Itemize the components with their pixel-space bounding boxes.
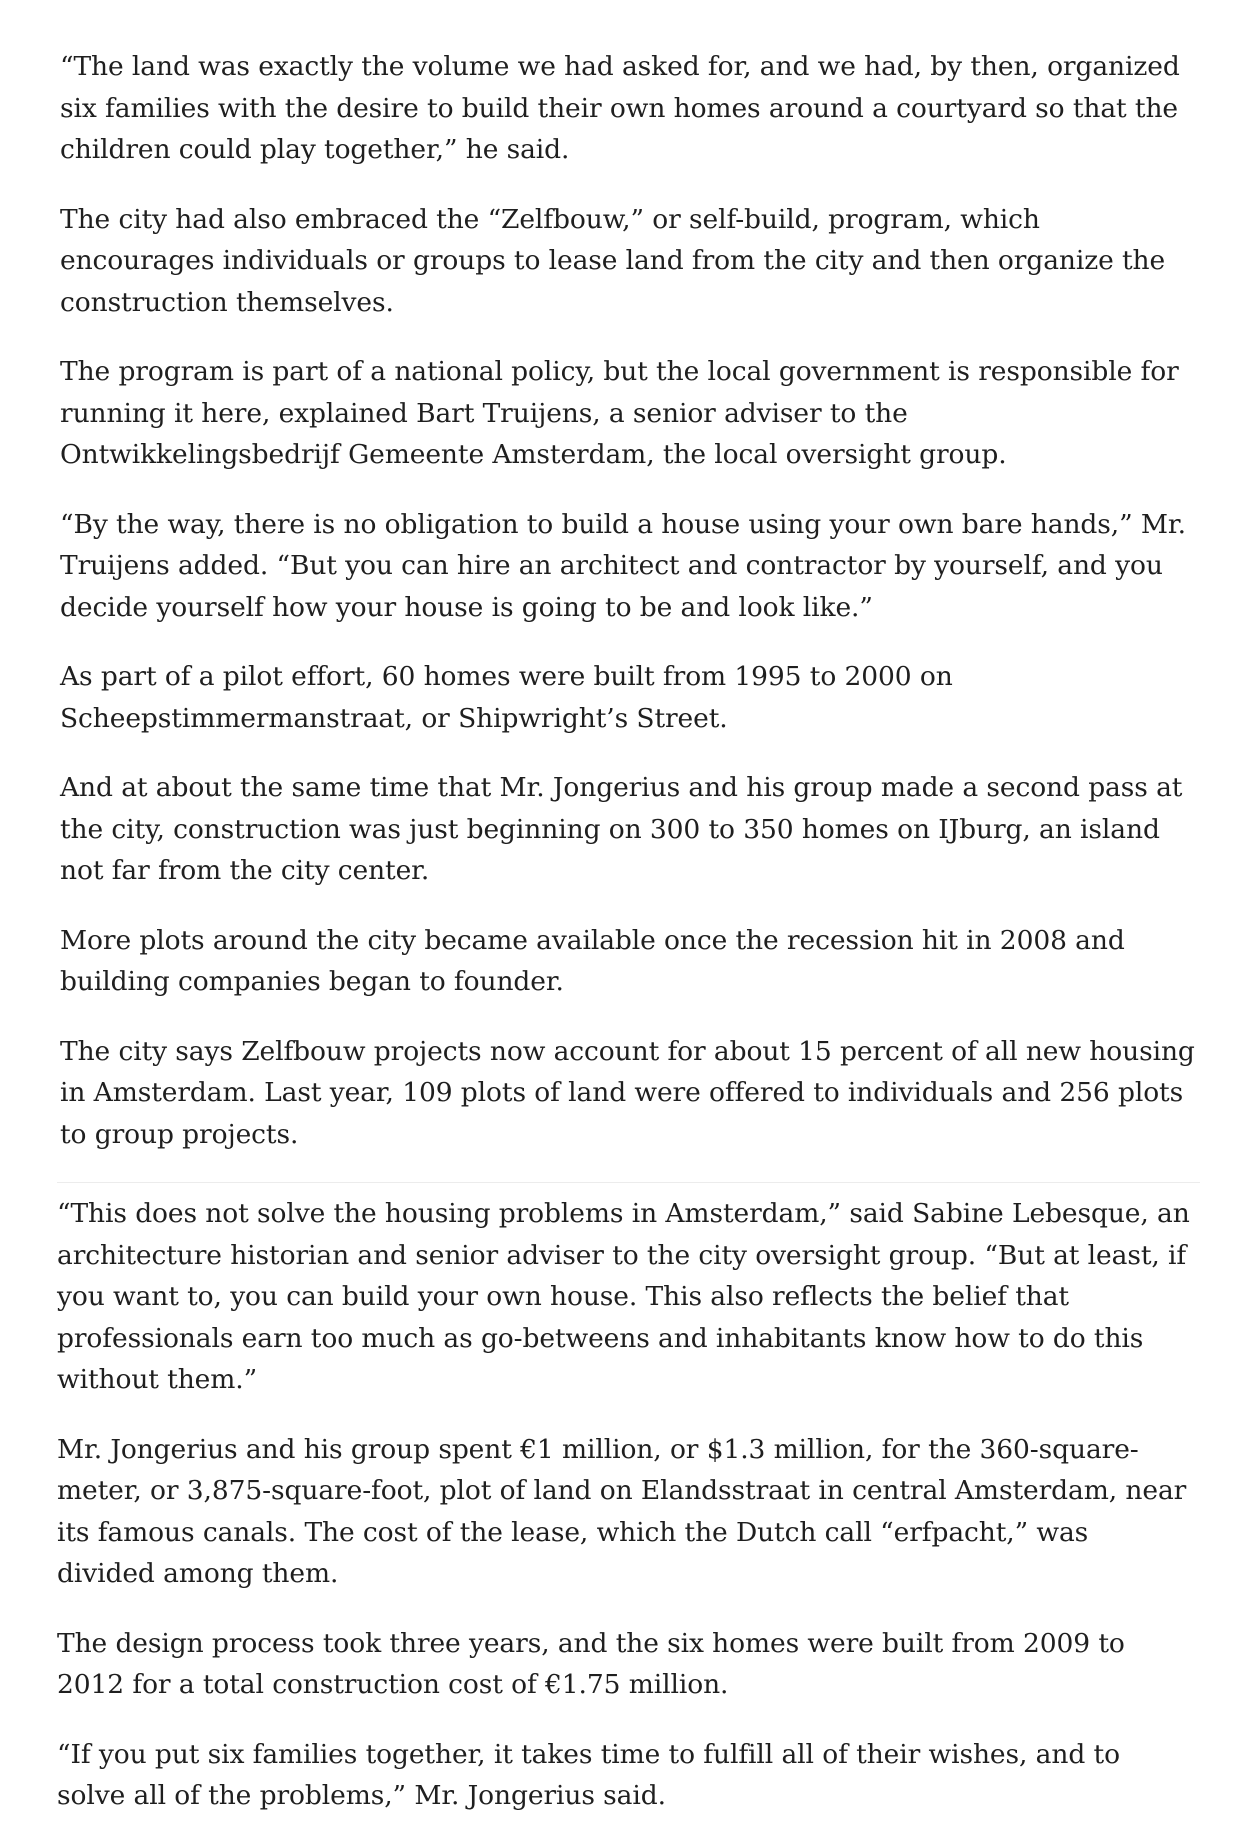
paragraph-lebesque-quote: “This does not solve the housing problems in Amsterdam,” said Sabine Lebesque, an architecture historian and senior adviser to the city oversight group. “But at least, if you want to, you can build your own house. This also reflects the belief that professionals earn too much as go-betweens and inhabitants know how to do this without them.”: [57, 1198, 1190, 1395]
paragraph-housing-share: The city says Zelfbouw projects now account for about 15 percent of all new housing in Amsterdam. Last year, 109 plots of land were offered to individuals and 256 plots to group projects.: [60, 1035, 1195, 1150]
paragraph-zelfbouw-program: The city had also embraced the “Zelfbouw,” or self-build, program, which encourages individuals or groups to lease land from the city and then organize the construction themselves.: [60, 203, 1166, 318]
paragraph-pilot-effort: As part of a pilot effort, 60 homes were built from 1995 to 2000 on Scheepstimmermanstraat, or Shipwright’s Street.: [60, 661, 953, 734]
paragraph-jongerius-quote: “If you put six families together, it takes time to fulfill all of their wishes, and to solve all of the problems,” Mr. Jongerius said.: [57, 1738, 1120, 1811]
paragraph-design-process: The design process took three years, and the six homes were built from 2009 to 2012 for a total construction cost of €1.75 million.: [57, 1627, 1125, 1700]
paragraph-recession: More plots around the city became available once the recession hit in 2008 and building companies began to founder.: [60, 924, 1125, 997]
paragraph-national-policy: The program is part of a national policy, but the local government is responsible for running it here, explained Bart Truijens, a senior adviser to the Ontwikkelingsbedrijf Gemeente Amsterdam, the local oversight group.: [60, 356, 1179, 470]
section-divider: [57, 1182, 1200, 1183]
paragraph-plot-cost: Mr. Jongerius and his group spent €1 million, or $1.3 million, for the 360-square-meter, or 3,875-square-foot, plot of land on Elandsstraat in central Amsterdam, near its famous canals. The cost of the lease, which the Dutch call “erfpacht,” was divided among them.: [57, 1433, 1187, 1589]
article-section-top: [60, 46, 1195, 1183]
paragraph-courtyard-quote: “The land was exactly the volume we had asked for, and we had, by then, organized six families with the desire to build their own homes around a courtyard so that the children could play together,” he said.: [60, 51, 1180, 165]
article-section-bottom: [57, 1193, 1192, 1845]
paragraph-truijens-quote: “By the way, there is no obligation to build a house using your own bare hands,” Mr. Truijens added. “But you can hire an architect and contractor by yourself, and you decide yourself how your house is going to be and look like.”: [60, 508, 1186, 623]
paragraph-ijburg: And at about the same time that Mr. Jongerius and his group made a second pass at the city, construction was just beginning on 300 to 350 homes on IJburg, an island not far from the city center.: [60, 772, 1183, 886]
